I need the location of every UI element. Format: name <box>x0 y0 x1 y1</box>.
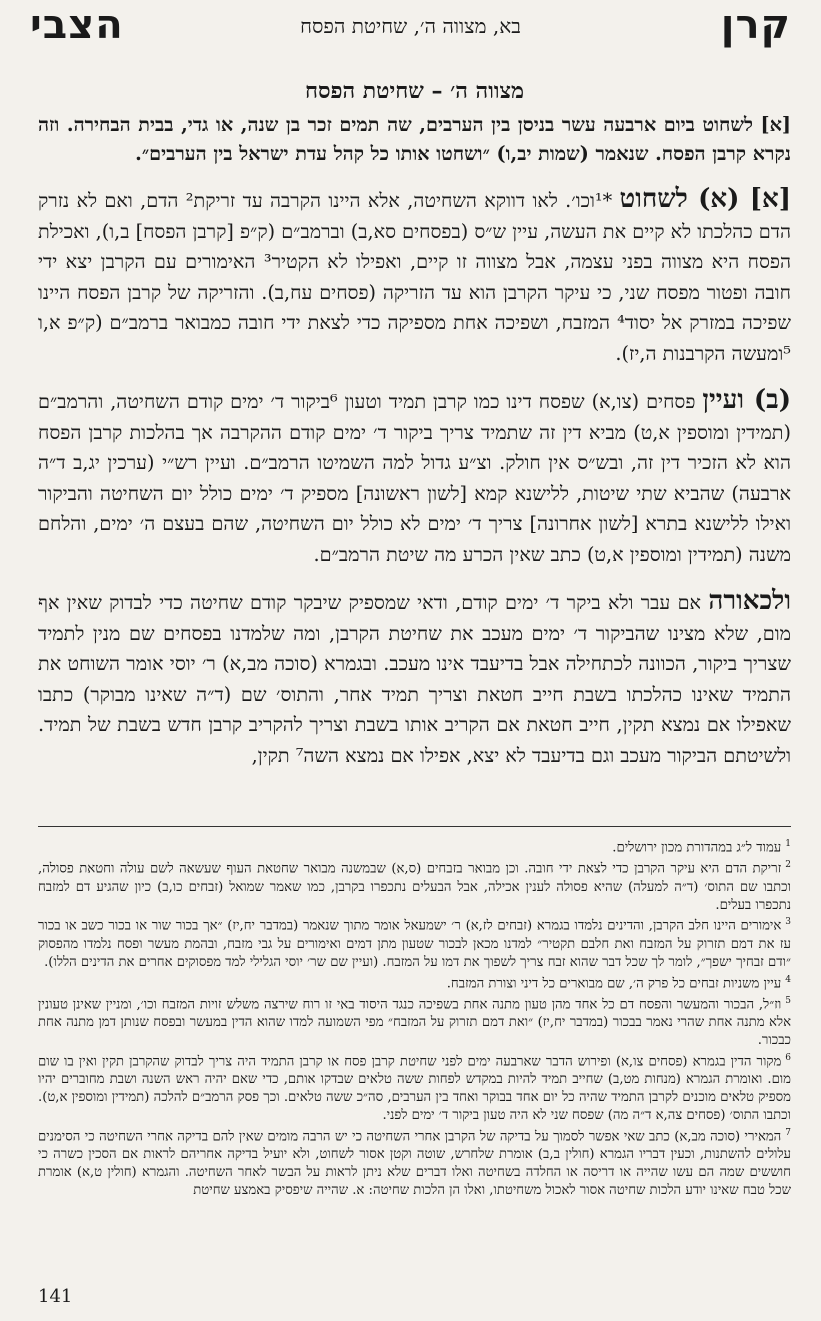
footnote <box>38 1050 791 1125</box>
page-number: 141 <box>38 1286 73 1307</box>
running-head: בא, מצווה ה׳, שחיטת הפסח <box>300 14 521 38</box>
footnotes <box>38 836 791 1200</box>
paragraph-lead: (ב) ועיין <box>702 385 791 415</box>
footnote-text: עמוד ל״ג במהדורת מכון ירושלים. <box>612 840 782 856</box>
mitzvah-text: [א] לשחוט ביום ארבעה עשר בניסן בין הערבים, שה תמים זכר בן שנה, או גדי, בבית הבחירה. וזה נקרא קרבן הפסח. שנאמר (שמות יב,ו) ״ושחטו אותו כל קהל עדת ישראל בין הערבים״. <box>38 113 791 165</box>
main-text <box>38 78 791 771</box>
paragraph-text: אם עבר ולא ביקר ד׳ ימים קודם, ודאי שמספיק שיבקר קודם שחיטה כדי לבדוק שאין אף מום, שלא מצינו שהביקור ד׳ ימים מעכב את שחיטת הקרבן, ומה שלמדנו בפסחים שם מנין לתמיד שצריך ביקור, הכוונה לכתחילה אבל בדיעבד אינו מעכב. ובגמרא (סוכה מב,א) ר׳ יוסי אומר השוחט את התמיד שאינו כהלכתו בשבת חייב חטאת וצריך תמיד אחר, והתוס׳ שם (ד״ה שאינו מבוקר) כתבו שאפילו אם נמצא תקין, חייב חטאת אם הקריב אותו בשבת וצריך להקריב קרבן חדש בשבת של תמיד. ולשיטתם הביקור מעכב וגם בדיעבד לא יצא, אפילו אם נמצא השה⁷ תקין, <box>38 591 791 767</box>
footnote-number: 2 <box>785 860 791 871</box>
footnote-number: 3 <box>785 917 791 928</box>
paragraph-text: פסחים (צו,א) שפסח דינו כמו קרבן תמיד וטעון ⁶ביקור ד׳ ימים קודם השחיטה, והרמב״ם (תמידין ומוספין א,ט) מביא דין זה שתמיד צריך ביקור ד׳ ימים קודם ההקרבה אך בהלכות קרבן הפסח הוא לא הזכיר דין זה, ובש״ס אין חולק. וצ״ע גדול למה השמיטו הרמב״ם. ועיין רש״י (ערכין יג,ב ד״ה ארבעה) שהביא שתי שיטות, ללישנא קמא [לשון ראשונה] מספיק ד׳ ימים כולל יום השחיטה והביקור ואילו ללישנא בתרא [לשון אחרונה] צריך ד׳ ימים לא כולל יום השחיטה, שהם בעצם ה׳ ימים, והלחם משנה (תמידין ומוספין א,ט) כתב שאין הכרע מה שיטת הרמב״ם. <box>38 390 791 566</box>
page-header <box>30 4 791 54</box>
mitzvah-title: מצווה ה׳ – שחיטת הפסח <box>304 78 525 104</box>
paragraph-lead: [א] (א) לשחוט <box>619 184 791 214</box>
brand-title-left: הצבי <box>30 2 124 48</box>
footnote-number: 5 <box>785 995 791 1006</box>
footnote <box>38 972 791 993</box>
paragraph-lead: ולכאורה <box>708 586 791 616</box>
footnote-number: 4 <box>785 974 791 985</box>
footnote-number: 6 <box>785 1052 791 1063</box>
footnote-text: עיין משניות זבחים כל פרק ה׳, שם מבוארים כל דיני וצורת המזבח. <box>446 975 782 991</box>
commentary-paragraph-3 <box>38 586 791 771</box>
footnote-text: מקור הדין בגמרא (פסחים צו,א) ופירוש הדבר שארבעה ימים לפני שחיטת קרבן פסח או קרבן התמיד היה צריך לבדוק שהקרבן תקין ואין בו שום מום. ואומרת הגמרא (מנחות מט,ב) שחייב תמיד להיות במקדש לפחות ששה טלאים שבדקו אותם, כדי שאם יהיה ראש השנה ושבת מחוברים יהיו מספיק טלאים מוכנים לקרבן התמיד שהיה כל יום אחד בבוקר ואחד בין הערבים, סה״כ ששה טלאים. וכך פסק הרמב״ם להלכה (תמידין ומוספין א,ט). וכתבו התוס׳ (פסחים צה,א ד״ה מה) שפסח שני לא היה טעון ביקור ד׳ ימים לפני. <box>38 1054 791 1124</box>
footnote <box>38 1125 791 1200</box>
footnote <box>38 914 791 971</box>
commentary-paragraph-1 <box>38 184 791 369</box>
footnote-number: 1 <box>785 839 791 849</box>
footnote <box>38 993 791 1050</box>
footnote-text: זריקת הדם היא עיקר הקרבן כדי לצאת ידי חובה. וכן מבואר בזבחים (ס,א) שבמשנה מבואר שחטאת העוף שעשאה לשם עולה וחטאת פסולה, וכתבו שם התוס׳ (ד״ה למעלה) שהיא פסולה לענין אכילה, אבל הבעלים נתכפרו בקרבן, כמו שאמר שמואל (זבחים כו,ב) כיון שהגיע דם למזבח נתכפרו בעלים. <box>38 861 791 913</box>
footnote-text: אימורים היינו חלב הקרבן, והדינים נלמדו בגמרא (זבחים לז,א) ר׳ ישמעאל אומר מתוך שנאמר (במדבר יח,יז) ״אך בכור שור או בכור כשב או בכור עז את דמם תזרוק על המזבח ואת חלבם תקטיר״ למדנו מכאן לבכור שטעון מתן דמים ואימורים על גבי מזבח, ובהמת מעשר ופסח נלמדו מהפסוק ״ודם זבחיך ישפך״, לומר לך שכל דבר שהוא זבח צריך לשפוך את דמו על המזבח. (ועיין שם שר׳ יוסי הגלילי למד מפסוקים אחרים את הדינים הללו). <box>38 918 791 970</box>
footnote-text: וז״ל, הבכור והמעשר והפסח דם כל אחד מהן טעון מתנה אחת בשפיכה כנגד היסוד באי זו רוח שירצה משלש זויות המזבח וכו׳, ומניין שאינן טעונין אלא מתנה אחת שהרי נאמר בבכור (במדבר יח,יז) ״ואת דמם תזרוק על המזבח״ מפי השמועה למדו שהוא הדין במעשר ובפסח שנותן דמן מתנה אחת כבכור. <box>38 997 791 1049</box>
footnote <box>38 857 791 914</box>
footnote <box>38 836 791 857</box>
commentary-paragraph-2 <box>38 385 791 570</box>
footnote-number: 7 <box>785 1127 791 1138</box>
footnote-text: המאירי (סוכה מב,א) כתב שאי אפשר לסמוך על בדיקה של הקרבן אחרי השחיטה כי יש הרבה מומים שאין להם בדיקה אחרי השחיטה כי הסימנים עלולים להשתנות, וכעין דבריו הגמרא (חולין ב,ב) אומרת שלחרש, שוטה וקטן אסור לשחוט, ולא יועיל בדיקה אחריהם לראות אם הסכין כשרה כי חוששים שמה הם עשו שהייה או דריסה או החלדה בשחיטה ואלו דברים שלא ניתן לראות על הבשר לאחר השחיטה. והגמרא (חולין ט,א) אומרת שכל טבח שאינו יודע הלכות שחיטה אסור לאכול משחיטתו, ואלו הן הלכות שחיטה: א. שהייה שיפסיק באמצע שחיטת <box>38 1129 791 1199</box>
brand-title-right: קרן <box>720 2 791 48</box>
paragraph-text: *¹וכו׳. לאו דווקא השחיטה, אלא היינו הקרבה עד זריקת² הדם, ואם לא נזרק הדם כהלכתו לא קיים את העשה, עיין ש״ס (בפסחים סא,ב) וברמב״ם (ק״פ [קרבן הפסח] ב,ו), ואכילת הפסח היא מצווה בפני עצמה, אבל מצווה זו קיים, ואפילו לא הקטיר³ האימורים עם הקרבן יצא ידי חובה ופטור מפסח שני, כי עיקר הקרבן הוא עד הזריקה (פסחים עח,ב). והזריקה של קרבן הפסח היינו שפיכה במזרק אל יסוד⁴ המזבח, ושפיכה אחת מספיקה כדי לצאת ידי חובה כמבואר ברמב״ם (ק״פ א,ו ⁵ומעשה הקרבנות ה,יז). <box>38 189 792 365</box>
footnote-divider <box>38 826 791 827</box>
